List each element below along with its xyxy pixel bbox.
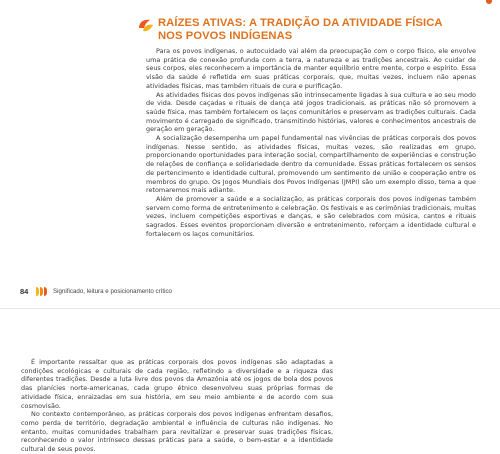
section-header bbox=[140, 17, 480, 43]
book-page-next bbox=[0, 309, 500, 452]
article-body bbox=[146, 47, 476, 238]
paragraph: As atividades físicas dos povos indígenas são intrinsecamente ligadas à sua cultura e ao seu modo de vida. Desde caçadas e rituais de dança até jogos tradicionais, as práticas não só promovem a saúde física, mas também fortalecem os laços comunitários e preservam as tradições culturais. Cada movimento é carregado de significado, transmitindo histórias, valores e conhecimentos ancestrais de geração em geração. bbox=[146, 90, 476, 134]
chevron-decoration-icon bbox=[36, 287, 48, 296]
page-title bbox=[158, 17, 480, 43]
paragraph: É importante ressaltar que as práticas corporais dos povos indígenas são adaptadas a condições ecológicas e culturais de cada região, refletindo a diversidade e a riqueza das diferentes tradições. Desde a luta livre dos povos da Amazônia até os jogos de bola dos povos das planícies norte-americanas, cada grupo étnico desenvolveu suas próprias formas de atividade física, enraizadas em sua história, em seu meio ambiente e de acordo com sua cosmovisão. bbox=[21, 358, 333, 410]
paragraph: No contexto contemporâneo, as práticas corporais dos povos indígenas enfrentam desafios, como perda de território, degradação ambiental e influência de culturas não indígenas. No entanto, muitas comunidades trabalham para revitalizar e preservar suas tradições físicas, reconhecendo o valor intrínseco dessas práticas para a saúde, o bem-estar e a identidade cultural de seus povos. bbox=[21, 410, 333, 454]
page-number: 84 bbox=[20, 286, 29, 296]
title-line-1: RAÍZES ATIVAS: A TRADIÇÃO DA ATIVIDADE FÍSICA bbox=[158, 17, 443, 29]
leaf-logo-icon bbox=[138, 19, 154, 33]
corner-tab bbox=[486, 0, 492, 4]
footer-section-title: Significado, leitura e posicionamento crítico bbox=[53, 287, 173, 295]
title-line-2: NOS POVOS INDÍGENAS bbox=[158, 30, 293, 42]
next-page-body bbox=[21, 358, 333, 454]
paragraph: Para os povos indígenas, o autocuidado vai além da preocupação com o corpo físico, ele envolve uma prática de conexão profunda com a terra, a natureza e as tradições ancestrais. Ao cuidar de seus corpos, eles reconhecem a importância de manter equilíbrio entre mente, corpo e espírito. Essa visão da saúde é refletida em suas práticas corporais, que, muitas vezes, incluem não apenas atividades físicas, mas também rituais de cura e purificação. bbox=[146, 47, 476, 90]
page-footer bbox=[20, 285, 172, 297]
paragraph: A socialização desempenha um papel fundamental nas vivências de práticas corporais dos povos indígenas. Nesse sentido, as atividades físicas, muitas vezes, são realizadas em grupo, proporcionando oportunidades para interação social, compartilhamento de experiências e construção de relações de confiança e solidariedade dentro da comunidade. Essas práticas fortalecem os sensos de pertencimento e identidade cultural, promovendo um sentimento de união e cooperação entre os membros do grupo. Os Jogos Mundiais dos Povos Indígenas (JMPI) são um exemplo disso, tema a que retomaremos mais adiante. bbox=[146, 134, 476, 195]
paragraph: Além de promover a saúde e a socialização, as práticas corporais dos povos indígenas também servem como forma de entretenimento e celebração. Os festivais e as cerimônias tradicionais, muitas vezes, incluem competições esportivas e danças, e são celebrados com música, cantos e rituais sagrados. Esses eventos proporcionam diversão e entretenimento, reforçam a identidade cultural e fortalecem os laços comunitários. bbox=[146, 194, 476, 238]
